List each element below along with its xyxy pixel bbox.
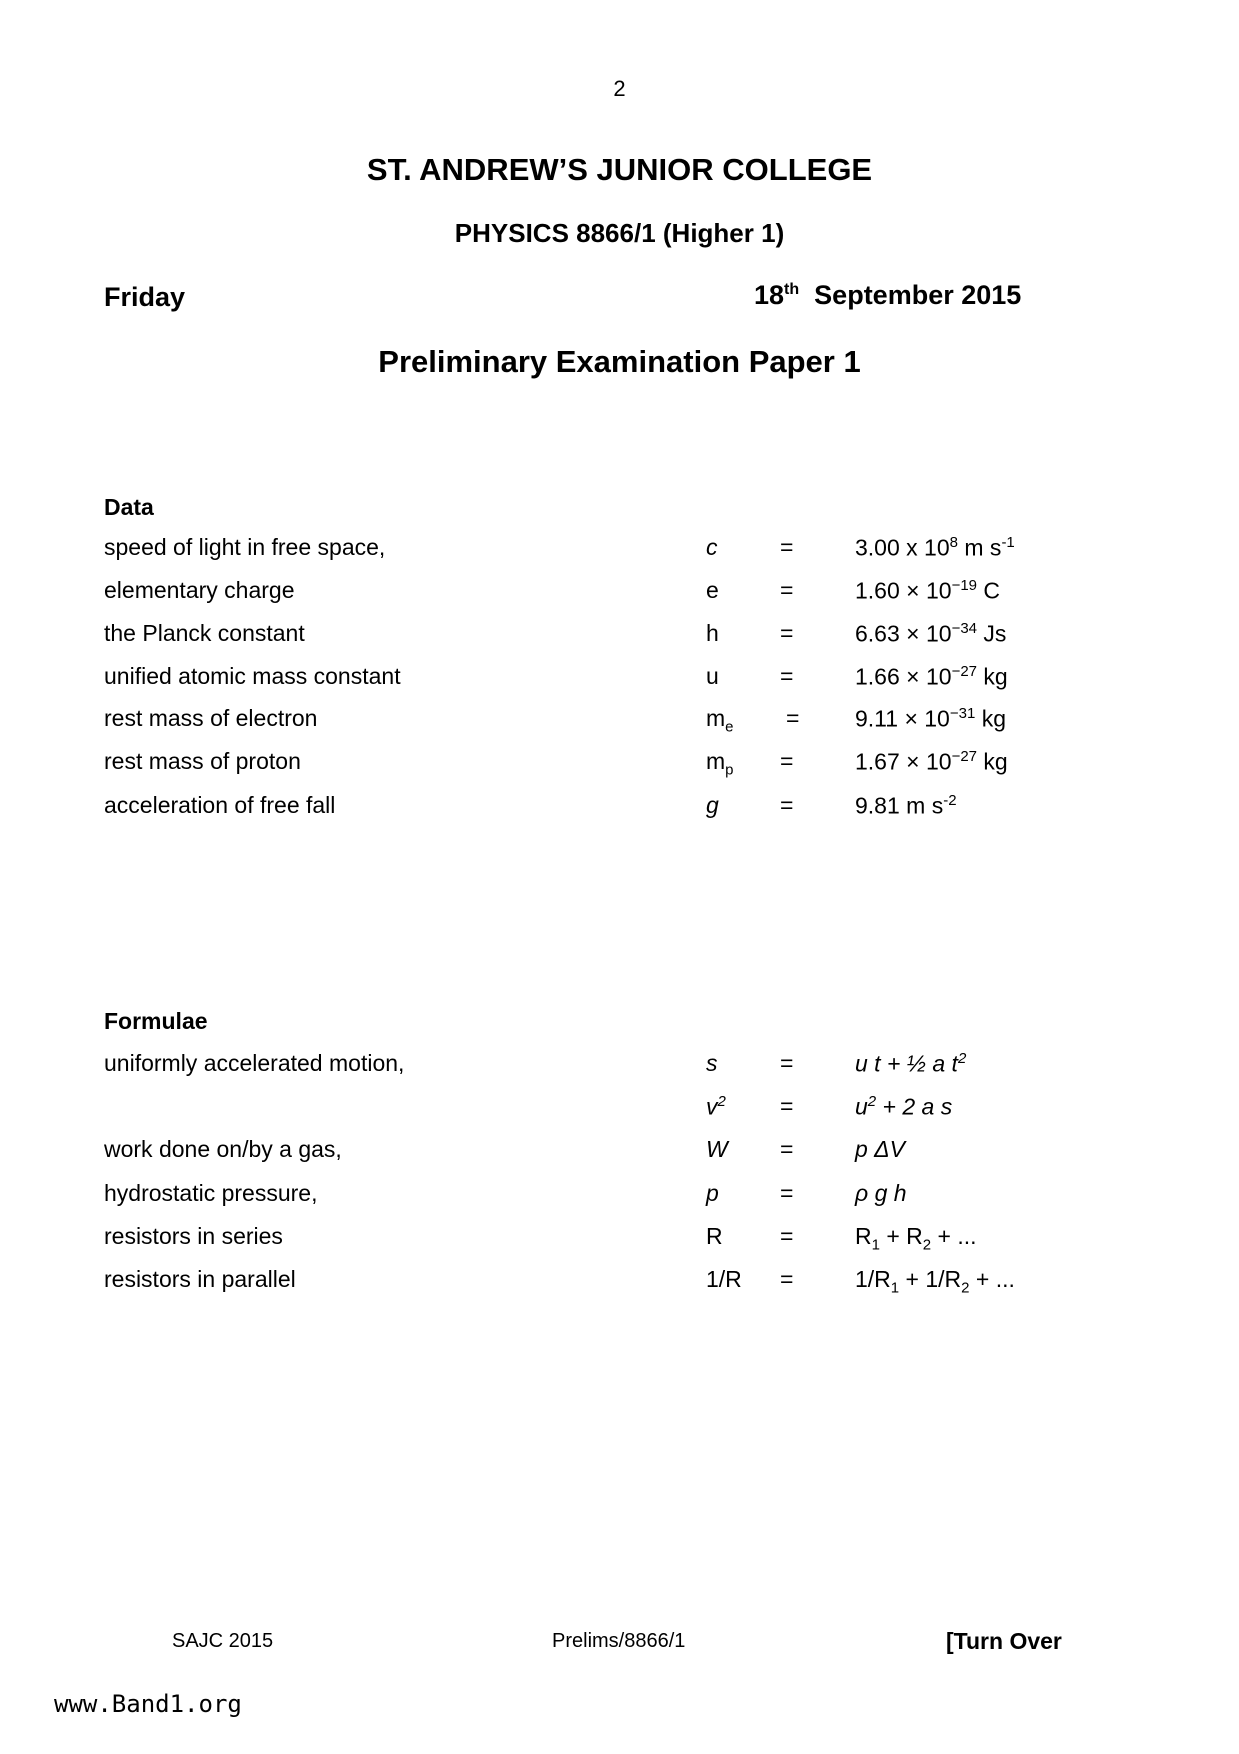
equals-sign: = — [780, 792, 794, 818]
formula-symbol: p — [706, 1180, 719, 1206]
data-value: $1.66 \times 10^{-27}$ kg — [855, 663, 1008, 690]
exam-title: Preliminary Examination Paper 1 — [378, 344, 861, 379]
formula-expression: p ΔV — [855, 1136, 905, 1162]
data-symbol: e — [706, 577, 719, 603]
data-row-elementary-charge — [0, 577, 1239, 607]
data-label: rest mass of proton — [104, 748, 301, 774]
data-symbol: h — [706, 620, 719, 646]
formula-row-motion-v — [0, 1093, 1239, 1123]
formula-label: uniformly accelerated motion, — [104, 1050, 405, 1076]
footer-middle: Prelims/8866/1 — [552, 1630, 686, 1652]
footer-left: SAJC 2015 — [172, 1630, 274, 1652]
data-row-atomic-mass-constant — [0, 663, 1239, 693]
formula-symbol: R — [706, 1223, 723, 1249]
formula-expression: $R_1 + R_2$ + ... — [855, 1223, 977, 1254]
data-symbol: g — [706, 792, 719, 818]
formula-row-series — [0, 1223, 1239, 1253]
formula-label: resistors in parallel — [104, 1266, 296, 1292]
formula-label: hydrostatic pressure, — [104, 1180, 318, 1206]
data-row-electron-mass — [0, 705, 1239, 735]
equals-sign: = — [780, 577, 794, 603]
data-symbol: $m_p$ — [706, 748, 734, 779]
data-value: 9.81 m $s^{-2}$ — [855, 792, 957, 819]
data-label: elementary charge — [104, 577, 295, 603]
formula-row-work-done — [0, 1136, 1239, 1166]
footer-turn-over: [Turn Over — [946, 1628, 1062, 1654]
data-label: unified atomic mass constant — [104, 663, 401, 689]
equals-sign: = — [780, 534, 794, 560]
equals-sign: = — [780, 1223, 794, 1249]
subject-title: PHYSICS 8866/1 (Higher 1) — [454, 218, 785, 248]
page-number: 2 — [613, 76, 626, 101]
data-label: speed of light in free space, — [104, 534, 386, 560]
formula-row-parallel — [0, 1266, 1239, 1296]
exam-date: 18th September 2015 — [754, 280, 1022, 310]
equals-sign: = — [780, 1266, 794, 1292]
formula-row-hydrostatic — [0, 1180, 1239, 1210]
equals-sign: = — [780, 620, 794, 646]
data-row-planck-constant — [0, 620, 1239, 650]
data-row-proton-mass — [0, 748, 1239, 778]
data-value: $1.60 \times 10^{-19}$ C — [855, 577, 1001, 604]
equals-sign: = — [780, 663, 794, 689]
equals-sign: = — [786, 705, 800, 731]
formula-expression: u t + ½ a $t^2$ — [855, 1050, 967, 1077]
data-row-free-fall — [0, 792, 1239, 822]
data-symbol: u — [706, 663, 719, 689]
formula-label: resistors in series — [104, 1223, 283, 1249]
formula-expression: $1/R_1 + 1/R_2$ + ... — [855, 1266, 1015, 1297]
formula-expression: $u^2 + 2$ a s — [855, 1093, 953, 1120]
equals-sign: = — [780, 748, 794, 774]
data-value: $9.11 \times 10^{-31}$ kg — [855, 705, 1006, 732]
formula-expression: ρ g h — [855, 1180, 907, 1206]
data-row-speed-of-light — [0, 534, 1239, 564]
formula-symbol: s — [706, 1050, 718, 1076]
data-section-title: Data — [104, 494, 154, 520]
data-label: acceleration of free fall — [104, 792, 336, 818]
formulae-section-title: Formulae — [104, 1008, 208, 1034]
formula-row-motion-s — [0, 1050, 1239, 1080]
college-name: ST. ANDREW’S JUNIOR COLLEGE — [366, 152, 873, 187]
data-label: rest mass of electron — [104, 705, 318, 731]
equals-sign: = — [780, 1180, 794, 1206]
data-value: $1.67 \times 10^{-27}$ kg — [855, 748, 1008, 775]
formula-label: work done on/by a gas, — [104, 1136, 342, 1162]
data-symbol: c — [706, 534, 718, 560]
data-symbol: $m_e$ — [706, 705, 734, 736]
formula-symbol: $v^2$ — [706, 1093, 726, 1120]
formula-symbol: 1/R — [706, 1266, 742, 1292]
data-label: the Planck constant — [104, 620, 305, 646]
equals-sign: = — [780, 1136, 794, 1162]
equals-sign: = — [780, 1093, 794, 1119]
data-value: $6.63 \times 10^{-34}$ Js — [855, 620, 1007, 647]
data-value: 3.00 x $10^8$ m $s^{-1}$ — [855, 534, 1015, 561]
exam-day: Friday — [104, 282, 186, 312]
equals-sign: = — [780, 1050, 794, 1076]
formula-symbol: W — [706, 1136, 728, 1162]
watermark: www.Band1.org — [54, 1690, 242, 1718]
